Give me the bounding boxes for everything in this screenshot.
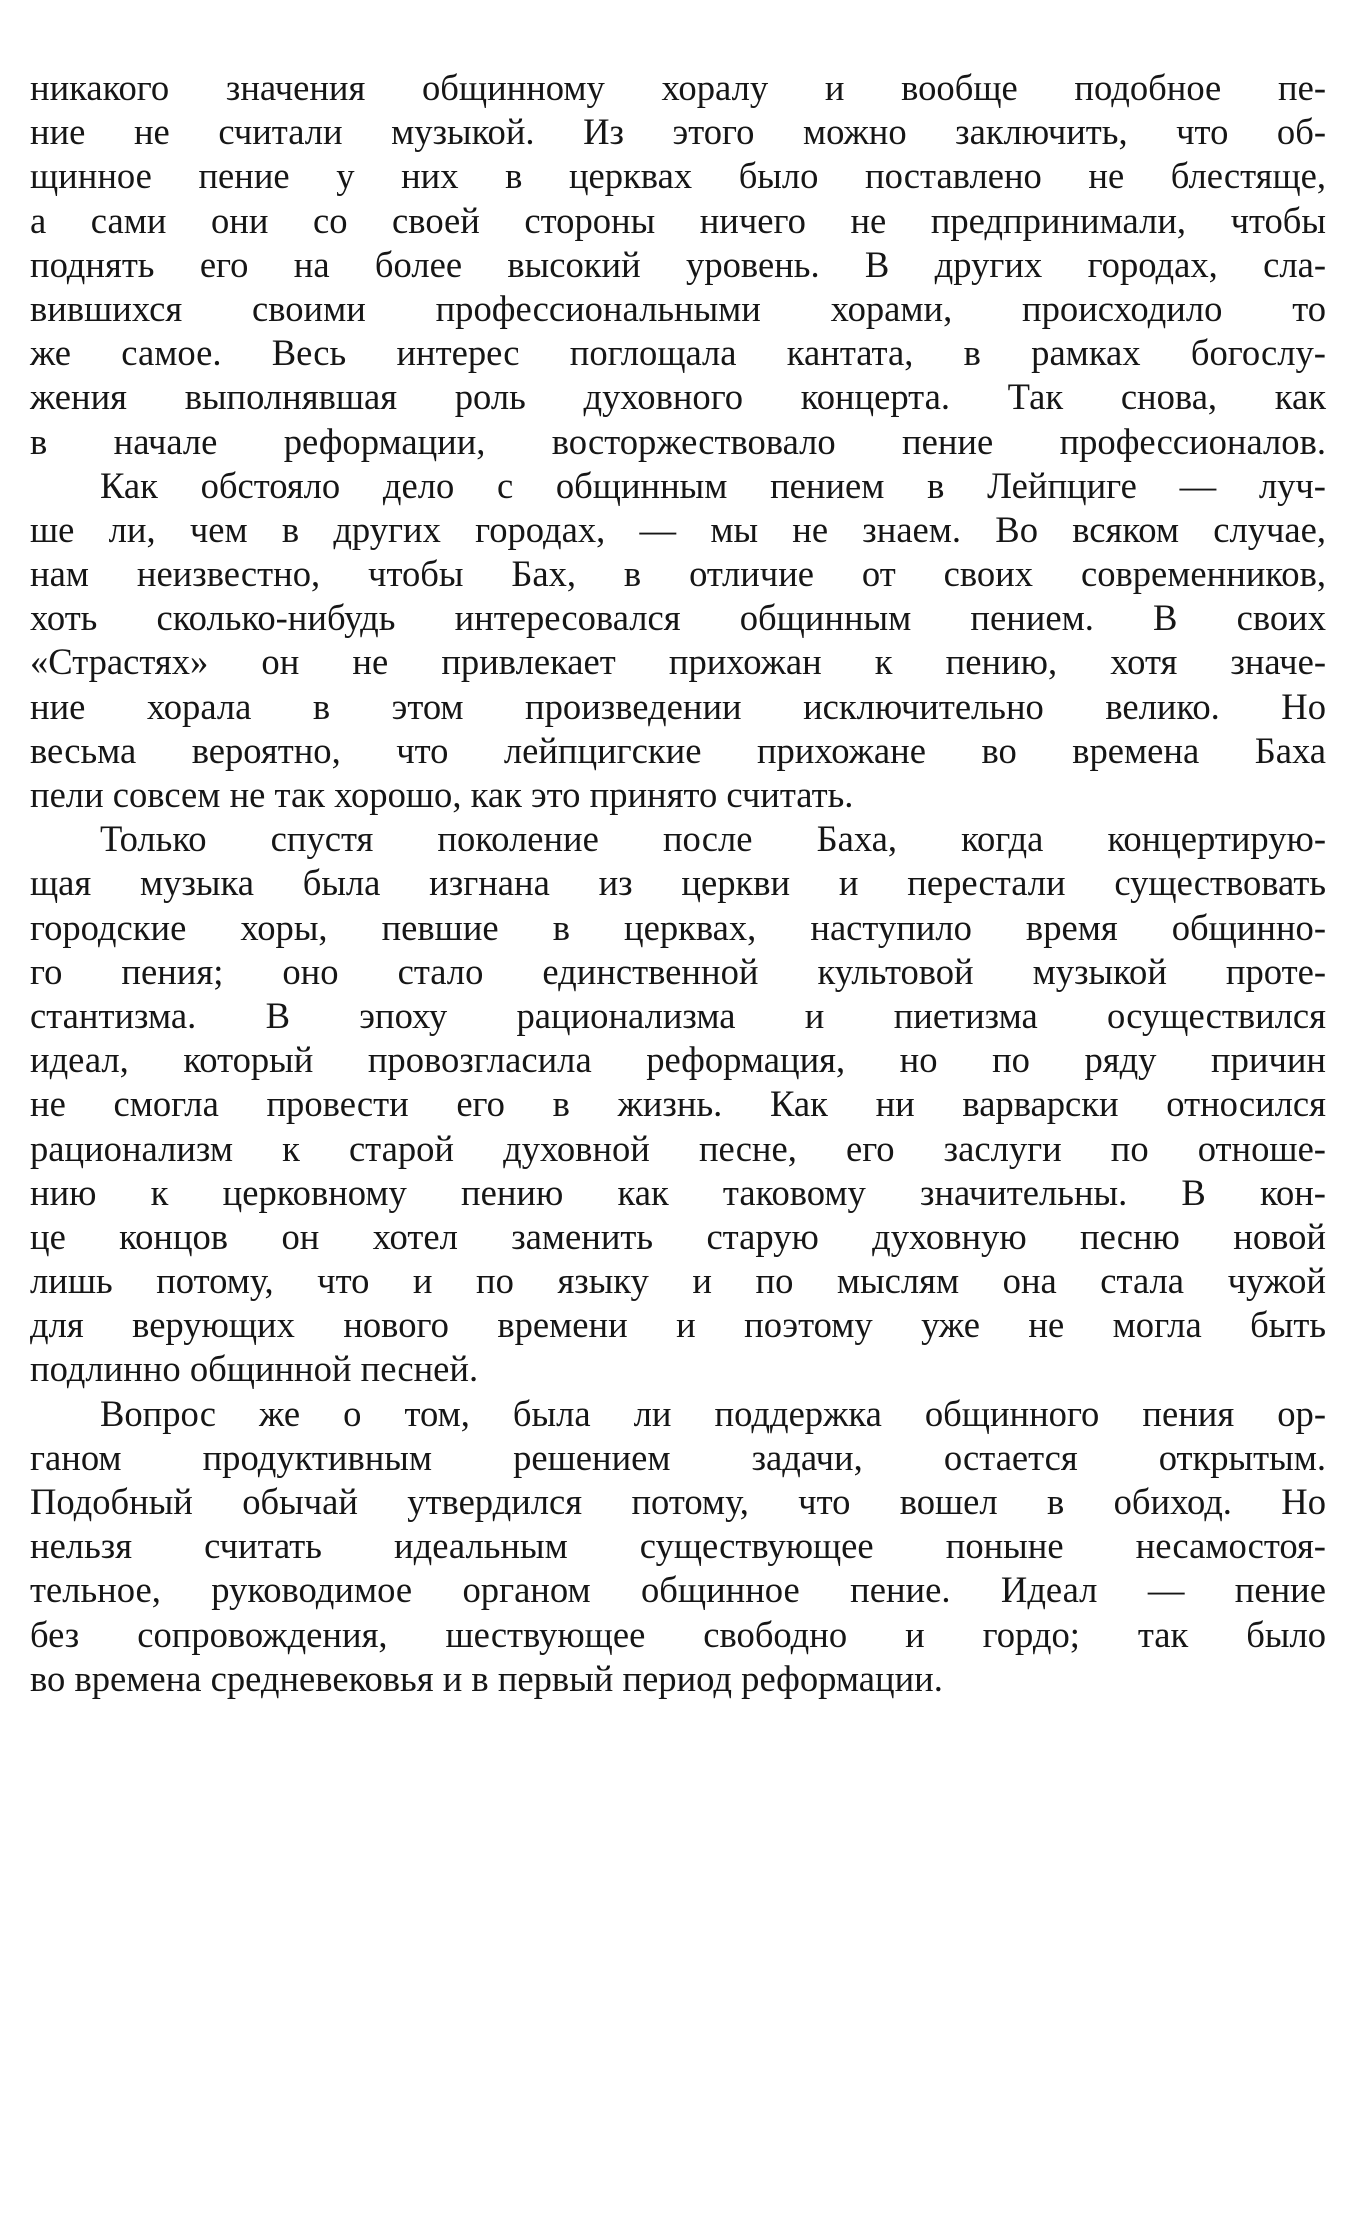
page-body: [30, 66, 1326, 1701]
text-line: Только спустя поколение после Баха, когда концертирую-: [100, 818, 1326, 860]
text-line: городские хоры, певшие в церквах, наступило время общинно-: [30, 906, 1326, 948]
text-line: во времена средневековья и в первый период реформации.: [30, 1657, 943, 1699]
text-line: лишь потому, что и по языку и по мыслям она стала чужой: [30, 1260, 1326, 1302]
text-line: в начале реформации, восторжествовало пение профессионалов.: [30, 420, 1326, 462]
text-line: тельное, руководимое органом общинное пение. Идеал — пение: [30, 1569, 1326, 1611]
text-line: без сопровождения, шествующее свободно и гордо; так было: [30, 1613, 1326, 1655]
text-line: рационализм к старой духовной песне, его заслуги по отноше-: [30, 1127, 1326, 1169]
text-line: ше ли, чем в других городах, — мы не знаем. Во всяком случае,: [30, 508, 1326, 550]
text-line: ние не считали музыкой. Из этого можно заключить, что об-: [30, 111, 1326, 153]
text-line: нию к церковному пению как таковому значительны. В кон-: [30, 1171, 1326, 1213]
text-line: для верующих нового времени и поэтому уже не могла быть: [30, 1304, 1326, 1346]
text-line: жения выполнявшая роль духовного концерта. Так снова, как: [30, 376, 1326, 418]
text-line: а сами они со своей стороны ничего не предпринимали, чтобы: [30, 199, 1326, 241]
text-line: ние хорала в этом произведении исключительно велико. Но: [30, 685, 1326, 727]
text-line: стантизма. В эпоху рационализма и пиетизма осуществился: [30, 994, 1326, 1036]
text-line: не смогла провести его в жизнь. Как ни варварски относился: [30, 1083, 1326, 1125]
text-line: нам неизвестно, чтобы Бах, в отличие от своих современников,: [30, 553, 1326, 595]
text-line: щая музыка была изгнана из церкви и перестали существовать: [30, 862, 1326, 904]
text-line: подлинно общинной песней.: [30, 1348, 479, 1390]
text-line: поднять его на более высокий уровень. В других городах, сла-: [30, 243, 1326, 285]
text-line: вившихся своими профессиональными хорами, происходило то: [30, 287, 1326, 329]
text-line: го пения; оно стало единственной культовой музыкой проте-: [30, 950, 1326, 992]
paragraph-1: [30, 66, 1326, 464]
text-line: пели совсем не так хорошо, как это принято считать.: [30, 774, 854, 815]
text-line: весьма вероятно, что лейпцигские прихожане во времена Баха: [30, 729, 1326, 771]
text-line: це концов он хотел заменить старую духовную песню новой: [30, 1215, 1326, 1257]
text-line: идеал, который провозгласила реформация, но по ряду причин: [30, 1039, 1326, 1081]
text-line: «Страстях» он не привлекает прихожан к пению, хотя значе-: [30, 641, 1326, 683]
text-line: Подобный обычай утвердился потому, что вошел в обиход. Но: [30, 1481, 1326, 1522]
text-line: Как обстояло дело с общинным пением в Лейпциге — луч-: [100, 464, 1326, 506]
text-line: же самое. Весь интерес поглощала кантата, в рамках богослу-: [30, 332, 1326, 374]
paragraph-2: [30, 464, 1326, 818]
text-line: нельзя считать идеальным существующее поныне несамостоя-: [30, 1525, 1326, 1567]
paragraph-3: [30, 817, 1326, 1391]
text-line: хоть сколько-нибудь интересовался общинным пением. В своих: [30, 597, 1326, 639]
text-line: никакого значения общинному хоралу и вообще подобное пе-: [30, 67, 1326, 108]
text-line: Вопрос же о том, была ли поддержка общинного пения ор-: [100, 1392, 1326, 1434]
text-line: ганом продуктивным решением задачи, остается открытым.: [30, 1436, 1326, 1478]
text-line: щинное пение у них в церквах было поставлено не блестяще,: [30, 155, 1326, 197]
paragraph-4: [30, 1392, 1326, 1701]
